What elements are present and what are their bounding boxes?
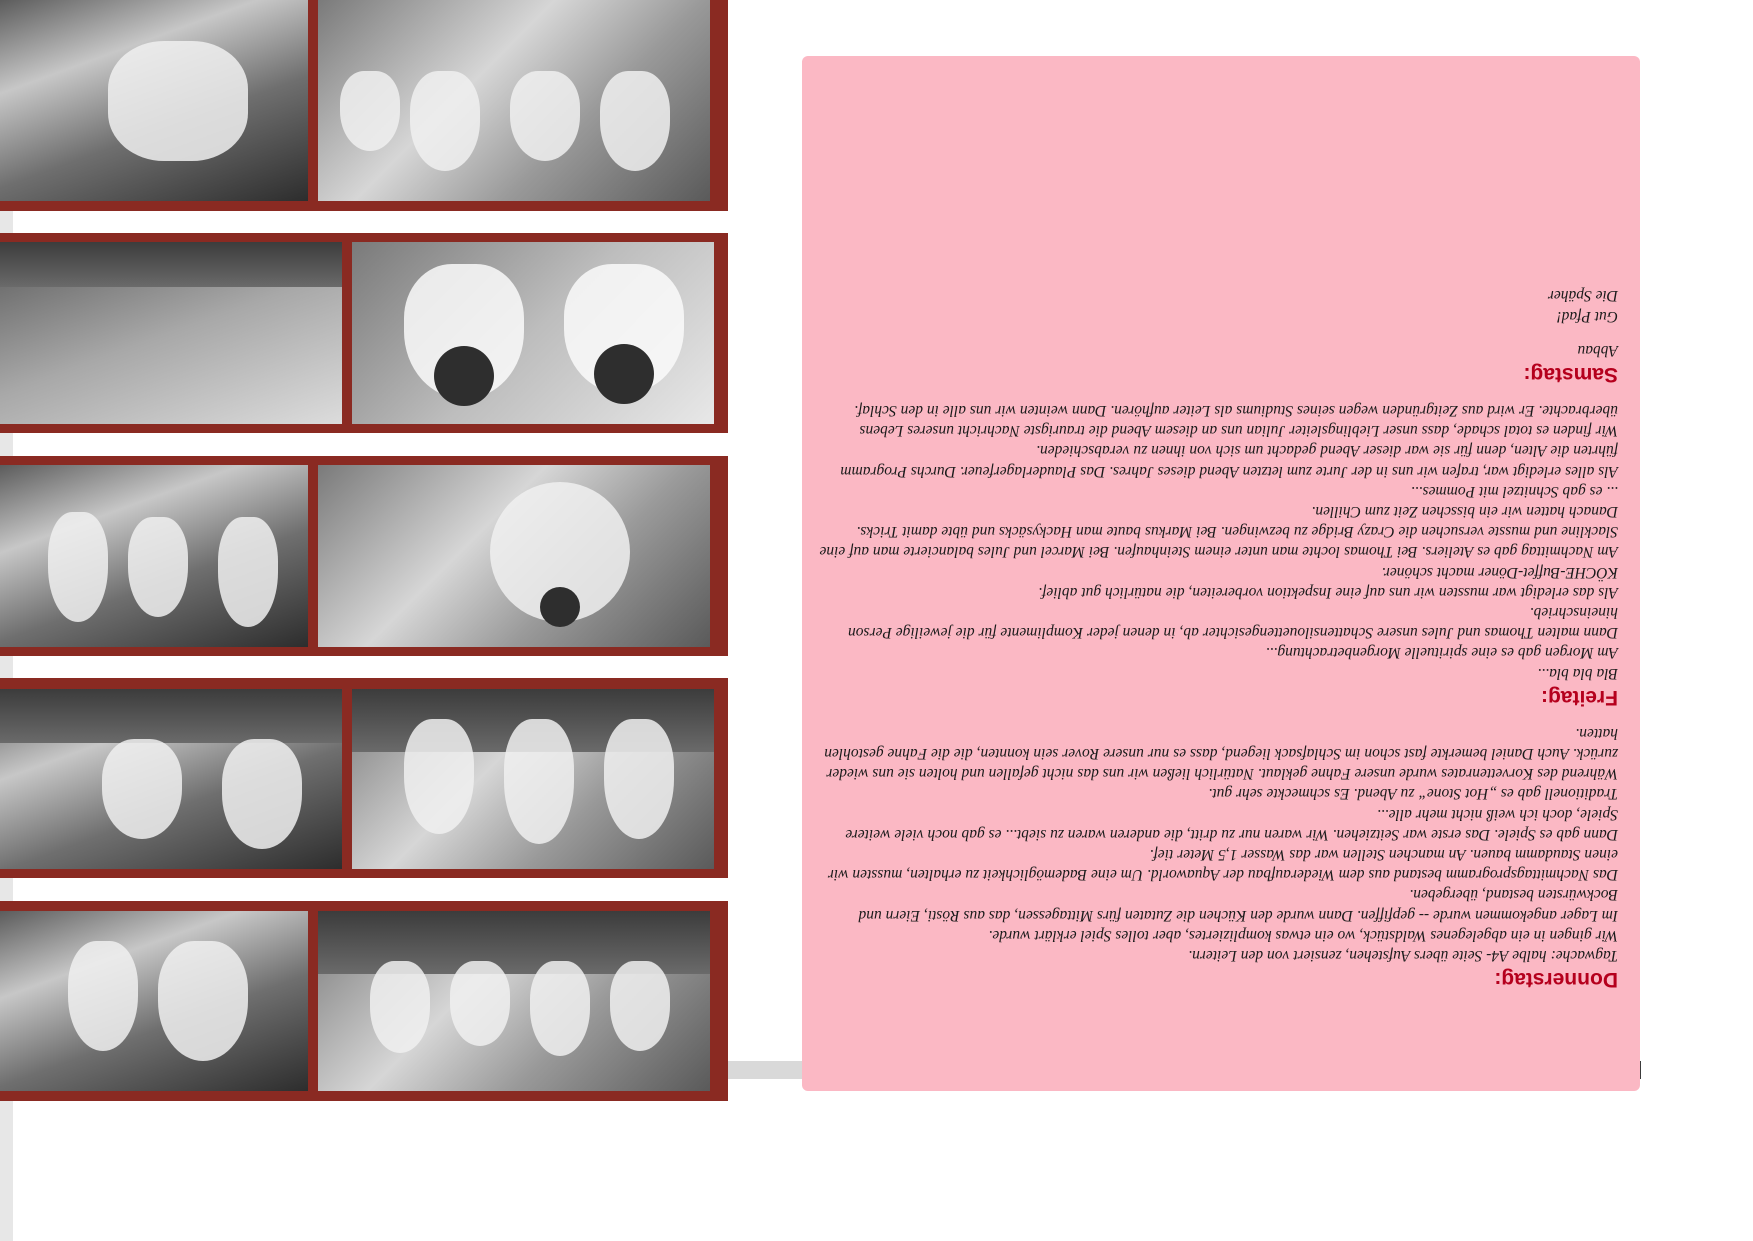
paragraph: ... es gab Schnitzel mit Pommes... xyxy=(1410,482,1618,500)
photo xyxy=(0,911,308,1091)
paragraph: Am Morgen gab es eine spirituelle Morgenbetrachtung... xyxy=(1265,644,1618,662)
paragraph: Als das erledigt war mussten wir uns auf eine Inspektion vorbereiten, die natürlich gut ablief. xyxy=(1038,583,1618,601)
section-samstag xyxy=(818,340,1618,386)
photo xyxy=(318,0,710,201)
photo xyxy=(0,0,308,201)
paragraph: KÖCHE-Buffet-Döner macht schöner. xyxy=(1381,563,1618,581)
section-title: Samstag: xyxy=(1523,362,1618,386)
paragraph: Tagwache: halbe A4- Seite übers Aufstehen, zensiert von den Leitern. xyxy=(1188,947,1618,964)
photo xyxy=(0,242,342,424)
paragraph: Am Nachmittag gab es Ateliers. Bei Thomas lochte man unter einem Steinhaufen. Bei Marcel und Jules balancierte man auf eine Slackline und musste versuchen die Crazy Bridge zu bezwingen. Bei Markus baute man Hackysäcks und übte damit Tricks. xyxy=(819,523,1618,561)
paragraph: Das Nachmittagsprogramm bestand aus dem Wiederaufbau der Aquaworld. Um eine Bademöglichkeit zu erhalten, mussten wir einen Staudamm bauen. An manchen Stellen war das Wasser 1,5 Meter tief. xyxy=(827,845,1618,884)
signoff-line: Die Späher xyxy=(1547,287,1618,305)
signoff-line: Gut Pfad! xyxy=(1556,307,1618,325)
section-freitag xyxy=(818,400,1618,709)
section-title: Freitag: xyxy=(1540,685,1618,709)
article-panel xyxy=(802,56,1640,1091)
section-donnerstag xyxy=(818,723,1618,991)
paragraph: Wir finden es total schade, dass unser Lieblingsleiter Julian uns an diesem Abend die traurigste Nachricht unseres Lebens überbrachte. Er wird aus Zeitgründen wegen seines Studiums als Leiter aufhören. Dann weinten wir uns alle in den Schlaf. xyxy=(854,401,1618,440)
photo xyxy=(318,465,710,647)
photo xyxy=(352,689,714,869)
paragraph: Als alles erledigt war, trafen wir uns in der Jurte zum letzten Abend dieses Jahres. Das Plauderlagerfeuer. Durchs Programm führten die Alten, denn für sie war dieser Abend gedacht um sich von ihnen zu verabschieden. xyxy=(840,442,1618,480)
photo xyxy=(0,465,308,647)
photo xyxy=(352,242,714,424)
paragraph: Traditionell gab es „Hot Stone“ zu Abend. Es schmeckte sehr gut. xyxy=(1208,785,1618,803)
paragraph: Abbau xyxy=(1577,341,1618,359)
paragraph: Bla bla bla... xyxy=(1537,664,1618,682)
section-title: Donnerstag: xyxy=(1494,968,1618,991)
article-body xyxy=(818,285,1618,991)
paragraph: Danach hatten wir ein bisschen Zeit zum Chillen. xyxy=(1311,502,1618,520)
signoff xyxy=(818,285,1618,325)
paragraph: Dann gab es Spiele. Das erste war Seitziehen. Wir waren nur zu dritt, die anderen waren zu siebt... es gab noch viele weitere Spiele, doch ich weiß nicht mehr alle... xyxy=(845,805,1618,843)
photo xyxy=(0,689,342,869)
photo-column xyxy=(0,0,728,1241)
paragraph: Wir gingen in ein abgelegenes Waldstück, wo ein etwas kompliziertes, aber tolles Spiel erklärt wurde. xyxy=(988,926,1618,944)
paragraph: Dann malten Thomas und Jules unsere Schattensilouettengesichter ab, in denen jeder Komplimente für die jeweilige Person hineinschrieb. xyxy=(848,603,1618,642)
photo xyxy=(318,911,710,1091)
paragraph: Im Lager angekommen wurde -- gepfiffen. Dann wurde den Küchen die Zutaten fürs Mittagessen, das aus Rösti, Eiern und Bockwürsten bestand, übergeben. xyxy=(858,886,1618,924)
paragraph: Während des Korvettenrates wurde unsere Fahne geklaut. Natürlich ließen wir uns das nicht gefallen und holten sie uns wieder zurück. Auch Daniel bemerkte fast schon im Schlafsack liegend, dass es nur unsere Rover sein konnten, die die Fahne gestohlen hatten. xyxy=(824,724,1618,783)
